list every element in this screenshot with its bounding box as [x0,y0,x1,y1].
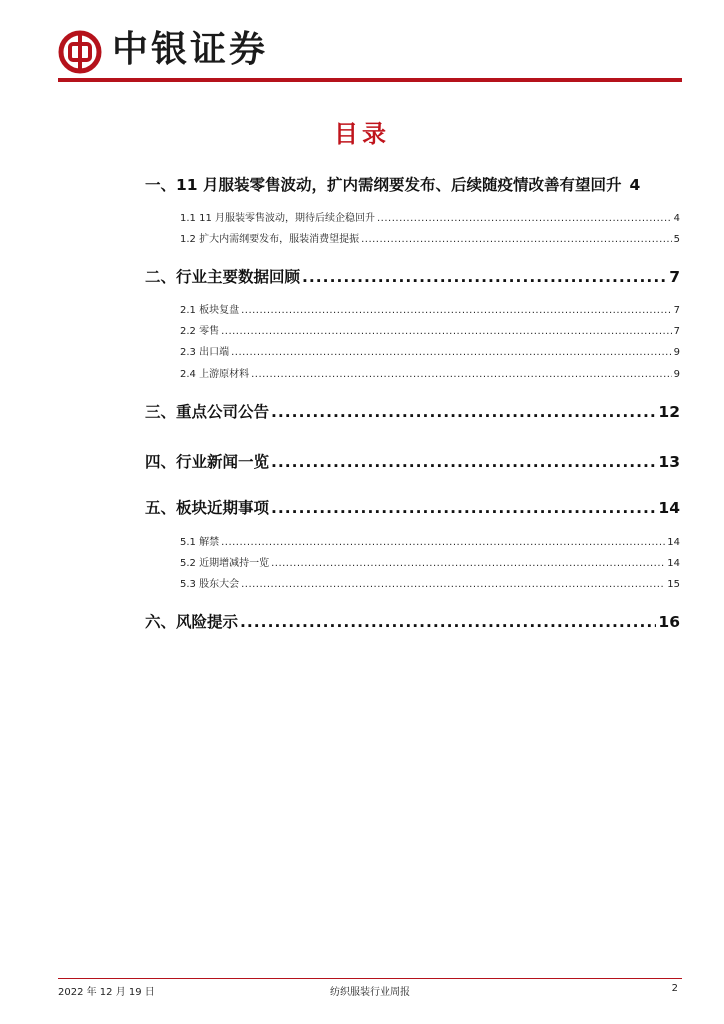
footer-divider [58,978,682,979]
toc-leader [271,453,656,471]
toc-title: 目录 [334,120,390,148]
toc-item-label: 1.1 11 月服装零售波动，期待后续企稳回升 [180,213,375,224]
toc-leader [221,326,672,337]
toc-leader [377,213,672,224]
toc-section-page: 12 [658,403,680,421]
toc-item-label: 2.1 板块复盘 [180,305,240,316]
toc-item-1-2[interactable] [180,230,680,245]
report-date: 2022 年 12 月 19 日 [58,987,155,998]
toc-item-page: 14 [667,558,680,569]
toc-section-2[interactable] [145,265,680,287]
toc-section-label: 三、重点公司公告 [145,403,270,421]
toc-leader [271,558,665,569]
toc-item-page: 15 [667,579,680,590]
toc-section-4[interactable] [145,450,680,472]
toc-section-label: 六、风险提示 [145,613,239,631]
toc-item-label: 1.2 扩大内需纲要发布，服装消费望提振 [180,234,360,245]
toc-item-label: 5.3 股东大会 [180,579,240,590]
toc-leader [231,347,672,358]
toc-item-label: 5.1 解禁 [180,537,220,548]
toc-leader [302,268,667,286]
toc-item-5-2[interactable] [180,554,680,569]
toc-item-page: 7 [673,305,680,316]
report-title: 纺织服装行业周报 [330,987,410,998]
toc-item-2-1[interactable] [180,301,680,316]
toc-section-3[interactable] [145,400,680,422]
toc-item-2-2[interactable] [180,322,680,337]
toc-item-page: 7 [673,326,680,337]
toc-leader [251,369,672,380]
toc-item-page: 5 [673,234,680,245]
toc-section-5[interactable] [145,496,680,518]
toc-section-page: 4 [629,176,641,194]
toc-leader [221,537,665,548]
toc-item-label: 2.3 出口端 [180,347,230,358]
toc-section-label: 五、板块近期事项 [145,499,270,517]
toc-item-page: 9 [673,369,680,380]
toc-leader [241,305,672,316]
toc-item-label: 5.2 近期增减持一览 [180,558,270,569]
toc-item-page: 4 [673,213,680,224]
toc-item-5-1[interactable] [180,533,680,548]
brand-name: 中银证券 [112,29,269,70]
toc-section-page: 14 [658,499,680,517]
toc-item-1-1[interactable] [180,209,680,224]
toc-leader [361,234,672,245]
toc-item-2-3[interactable] [180,343,680,358]
toc-section-label: 一、11 月服装零售波动，扩内需纲要发布、后续随疫情改善有望回升 [145,176,622,194]
toc-leader [240,613,656,631]
page-number: 2 [671,983,678,994]
toc-leader [271,403,656,421]
toc-item-2-4[interactable] [180,365,680,380]
toc-item-5-3[interactable] [180,575,680,590]
page-header [58,26,682,82]
toc-section-label: 四、行业新闻一览 [145,453,270,471]
header-divider [58,78,682,82]
toc-section-page: 7 [669,268,680,286]
bank-of-china-logo-icon [58,30,102,74]
toc-item-label: 2.2 零售 [180,326,220,337]
toc-item-label: 2.4 上游原材料 [180,369,250,380]
toc-item-page: 14 [667,537,680,548]
toc-section-page: 16 [658,613,680,631]
toc-item-page: 9 [673,347,680,358]
toc-section-label: 二、行业主要数据回顾 [145,268,301,286]
toc-leader [271,499,656,517]
toc-leader [241,579,665,590]
toc-section-page: 13 [658,453,680,471]
toc-section-6[interactable] [145,610,680,632]
toc-section-1[interactable] [145,173,680,195]
